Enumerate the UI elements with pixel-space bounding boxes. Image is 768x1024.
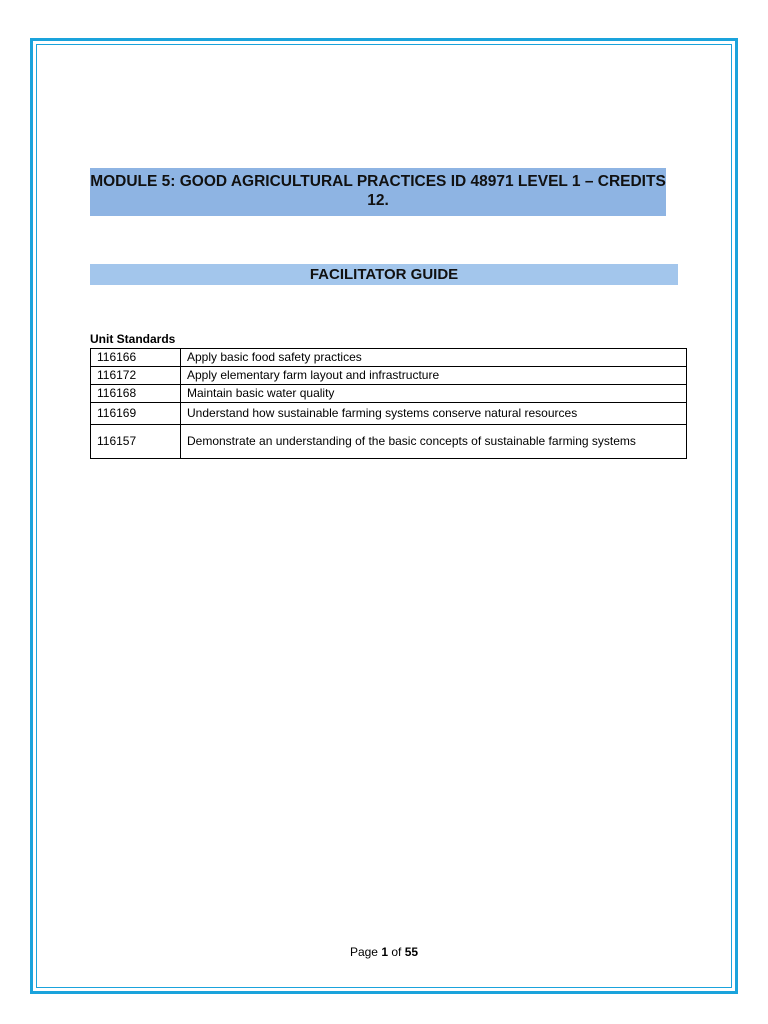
table-row <box>91 425 687 459</box>
unit-title: Demonstrate an understanding of the basic concepts of sustainable farming systems <box>181 425 687 459</box>
table-row <box>91 385 687 403</box>
unit-code: 116172 <box>91 367 181 385</box>
unit-code: 116157 <box>91 425 181 459</box>
unit-standards-heading: Unit Standards <box>90 332 176 346</box>
unit-standards-table <box>90 348 687 459</box>
page-of: of <box>391 945 402 959</box>
unit-title: Apply elementary farm layout and infrastructure <box>181 367 687 385</box>
table-row <box>91 403 687 425</box>
unit-code: 116168 <box>91 385 181 403</box>
page-number: 1 <box>381 945 388 959</box>
page-footer <box>0 944 768 960</box>
page-prefix: Page <box>349 945 378 959</box>
unit-title: Maintain basic water quality <box>181 385 687 403</box>
table-row <box>91 367 687 385</box>
guide-title: FACILITATOR GUIDE <box>90 264 678 285</box>
table-row <box>91 349 687 367</box>
unit-code: 116166 <box>91 349 181 367</box>
unit-code: 116169 <box>91 403 181 425</box>
page-total: 55 <box>404 945 419 959</box>
module-title: MODULE 5: GOOD AGRICULTURAL PRACTICES ID 48971 LEVEL 1 – CREDITS 12. <box>90 168 666 216</box>
unit-title: Understand how sustainable farming systems conserve natural resources <box>181 403 687 425</box>
unit-title: Apply basic food safety practices <box>181 349 687 367</box>
